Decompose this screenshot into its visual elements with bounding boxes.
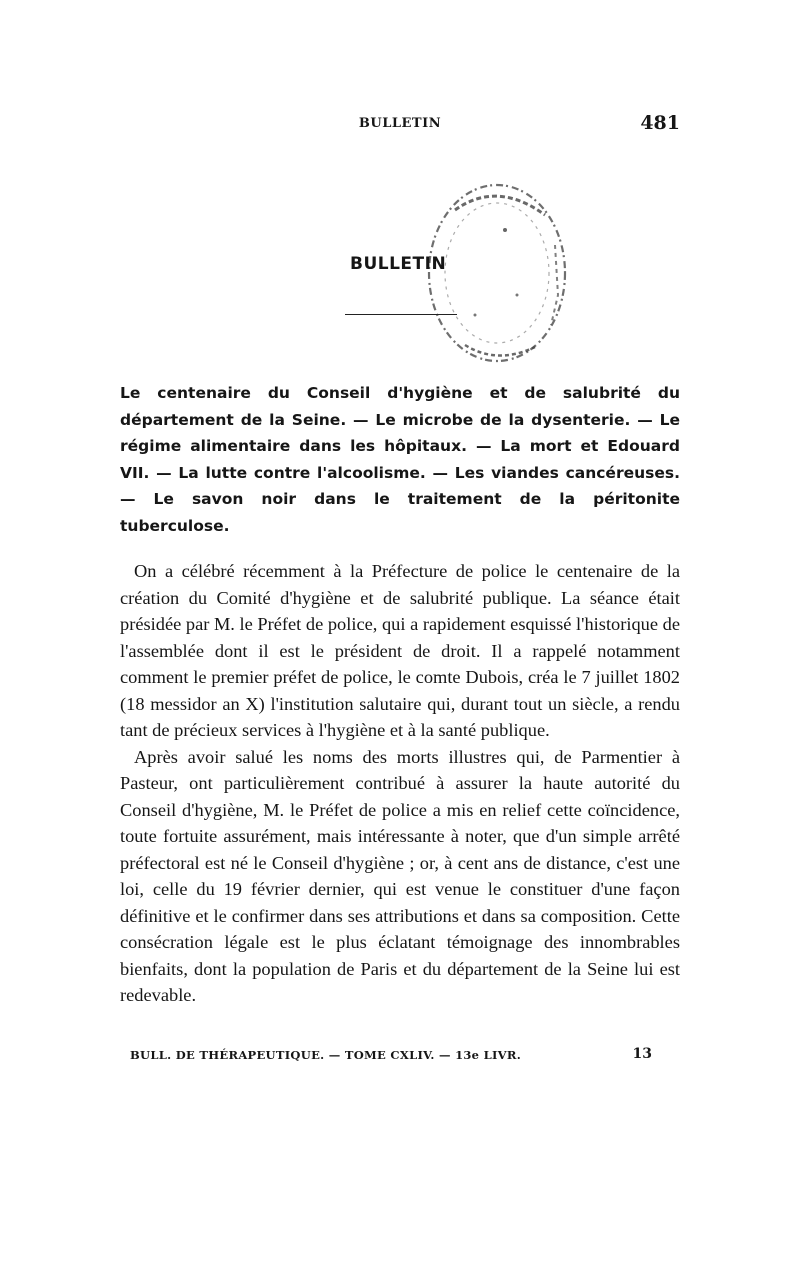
- section-title: BULLETIN: [350, 254, 447, 274]
- page-number: 481: [640, 112, 680, 134]
- footer-imprint: BULL. DE THÉRAPEUTIQUE. — TOME CXLIV. — 13e LIVR.: [130, 1048, 522, 1062]
- signature-mark: 13: [632, 1046, 652, 1062]
- running-head: [120, 112, 680, 136]
- article-summary: Le centenaire du Conseil d'hygiène et de salubrité du département de la Seine. — Le microbe de la dysenterie. — Le régime alimentaire dans les hôpitaux. — La mort et Edouard VII. — La lutte contre l'alcoolisme. — Les viandes cancéreuses. — Le savon noir dans le traitement de la péritonite tuberculose.: [120, 384, 680, 535]
- page-footer: [130, 1046, 652, 1066]
- paragraph-2: Après avoir salué les noms des morts illustres qui, de Parmentier à Pasteur, ont particulièrement contribué à assurer la haute autorité du Conseil d'hygiène, M. le Préfet de police a mis en relief cette coïncidence, toute fortuite assurément, mais intéressante à noter, que d'un simple arrêté préfectoral est né le Conseil d'hygiène ; or, à cent ans de distance, c'est une loi, celle du 19 février dernier, qui est venue le constituer d'une façon définitive et le confirmer dans ses attributions et dans sa composition. Cette consécration légale est le plus éclatant témoignage des innombrables bienfaits, dont la population de Paris et du département de la Seine lui est redevable.: [120, 746, 680, 1005]
- running-title: BULLETIN: [358, 116, 442, 131]
- paragraph-1: On a célébré récemment à la Préfecture de police le centenaire de la création du Comité d'hygiène et de salubrité publique. La séance était présidée par M. le Préfet de police, qui a rapidement esquissé l'historique de l'assemblée dont il est le président de droit. Il a rappelé notamment comment le premier préfet de police, le comte Dubois, créa le 7 juillet 1802 (18 messidor an X) l'institution salutaire qui, durant tout un siècle, a rendu tant de précieux services à l'hygiène et à la santé publique.: [120, 561, 680, 740]
- library-stamp-icon: [405, 175, 575, 375]
- section-divider: [345, 314, 457, 315]
- article-body: [120, 558, 680, 1009]
